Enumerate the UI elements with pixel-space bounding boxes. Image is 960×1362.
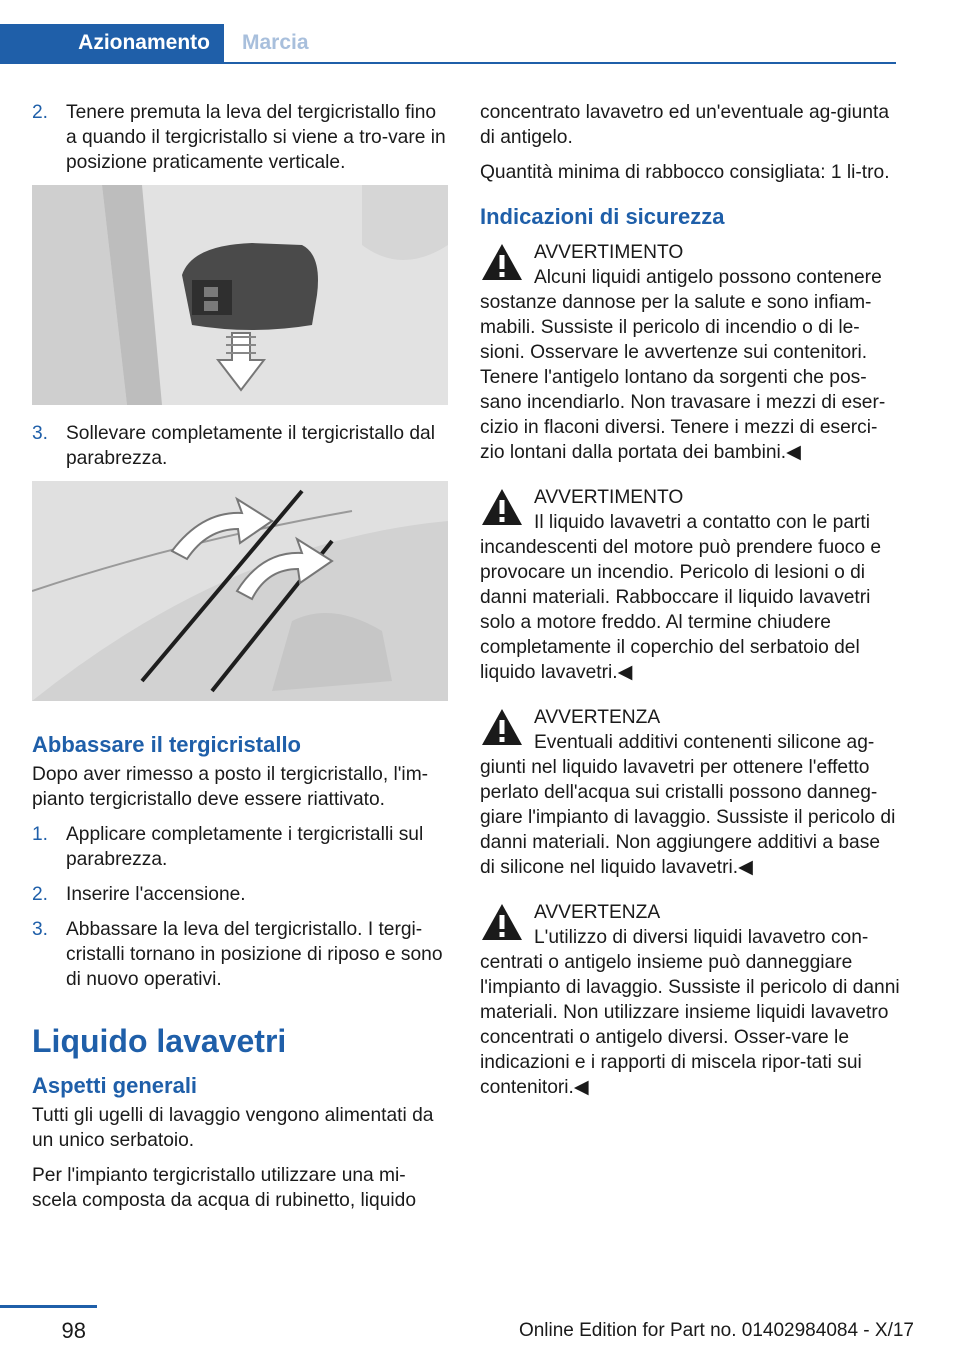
page-number: 98 xyxy=(61,1318,86,1343)
header-tabs xyxy=(0,24,896,64)
warning-text: Il liquido lavavetri a contatto con le parti incandescenti del motore può prendere fuoco e provocare un incendio. Pericolo di lesioni o di danni materiali. Rabboccare il liquido lavavetri solo a motore freddo. Al termine chiudere completamente il coperchio del serbatoio del liquido lavavetri.◀ xyxy=(480,512,882,683)
warning-heading: AVVERTENZA xyxy=(534,902,661,923)
warning-heading: AVVERTENZA xyxy=(534,707,661,728)
step-text: Inserire l'accensione. xyxy=(66,884,246,905)
step-text: Applicare completamente i tergicristalli sul parabrezza. xyxy=(66,824,424,870)
step-item xyxy=(32,917,450,992)
main-title: Liquido lavavetri xyxy=(32,1023,287,1059)
step-number: 2. xyxy=(32,102,49,123)
warning-triangle-icon xyxy=(480,487,524,527)
warning-block xyxy=(480,240,900,465)
step-text: Tenere premuta la leva del tergicristallo fino a quando il tergicristallo si viene a tro-vare in posizione praticamente verticale. xyxy=(66,102,446,173)
step-text: Sollevare completamente il tergicristallo dal parabrezza. xyxy=(66,423,435,469)
step-number: 3. xyxy=(32,423,49,444)
safety-title: Indicazioni di sicurezza xyxy=(480,204,725,229)
figure-wiper-raised xyxy=(32,481,448,701)
figure-wiper-lever xyxy=(32,185,448,405)
warning-block xyxy=(480,485,900,685)
warning-block xyxy=(480,705,900,880)
paragraph: concentrato lavavetro ed un'eventuale ag-giunta di antigelo. xyxy=(480,102,890,148)
step-item xyxy=(32,822,450,872)
warning-triangle-icon xyxy=(480,707,524,747)
warning-text: Alcuni liquidi antigelo possono contenere sostanze dannose per la salute e sono infiam-mabili. Sussiste il pericolo di incendio o di le-sioni. Osservare le avvertenze sui contenitori. Tenere l'antigelo lontano da sorgenti che pos-sano incendiarlo. Non travasare i mezzi di eser-cizio in flaconi diversi. Tenere i mezzi di eserci-zio lontani dalla portata dei bambini.◀ xyxy=(480,267,886,463)
wiper-lever-illustration xyxy=(32,185,448,405)
wiper-raised-illustration xyxy=(32,481,448,701)
sub-title: Aspetti generali xyxy=(32,1073,198,1098)
warning-triangle-icon xyxy=(480,902,524,942)
edition-text: Online Edition for Part no. 01402984084 - X/17 xyxy=(518,1320,914,1341)
section-title: Abbassare il tergicristallo xyxy=(32,732,301,757)
paragraph: Quantità minima di rabbocco consigliata: 1 li-tro. xyxy=(480,162,890,183)
step-text: Abbassare la leva del tergicristallo. I tergi-cristalli tornano in posizione di riposo e sono di nuovo operativi. xyxy=(66,919,443,990)
footer-line xyxy=(0,1305,97,1308)
left-column xyxy=(32,100,450,1223)
warning-heading: AVVERTIMENTO xyxy=(534,487,684,508)
warning-triangle-icon xyxy=(480,242,524,282)
warning-text: Eventuali additivi contenenti silicone ag-giunti nel liquido lavavetri per ottenere l'effetto perlato dell'acqua sui cristalli possono danneg-giare l'impianto di lavaggio. Sussiste il pericolo di danni materiali. Non aggiungere additivi a base di silicone nel liquido lavavetri.◀ xyxy=(480,732,896,878)
warning-block xyxy=(480,900,900,1100)
step-item xyxy=(32,100,450,175)
paragraph: Tutti gli ugelli di lavaggio vengono alimentati da un unico serbatoio. xyxy=(32,1105,434,1151)
section-text: Dopo aver rimesso a posto il tergicristallo, l'im-pianto tergicristallo deve essere riattivato. xyxy=(32,764,429,810)
tab-azionamento[interactable]: Azionamento xyxy=(0,24,224,62)
step-number: 3. xyxy=(32,919,49,940)
right-column xyxy=(480,100,900,1120)
step-item xyxy=(32,421,450,471)
step-number: 1. xyxy=(32,824,49,845)
tab-marcia[interactable]: Marcia xyxy=(242,31,309,54)
paragraph: Per l'impianto tergicristallo utilizzare una mi-scela composta da acqua di rubinetto, liquido xyxy=(32,1165,416,1211)
step-item xyxy=(32,882,450,907)
step-number: 2. xyxy=(32,884,49,905)
warning-heading: AVVERTIMENTO xyxy=(534,242,684,263)
warning-text: L'utilizzo di diversi liquidi lavavetro con-centrati o antigelo insieme può danneggiare l'impianto di lavaggio. Sussiste il pericolo di danni materiali. Non utilizzare insieme liquidi lavavetro concentrati o antigelo diversi. Osser-vare le indicazioni e i rapporti di miscela ripor-tati sui contenitori.◀ xyxy=(480,927,900,1098)
